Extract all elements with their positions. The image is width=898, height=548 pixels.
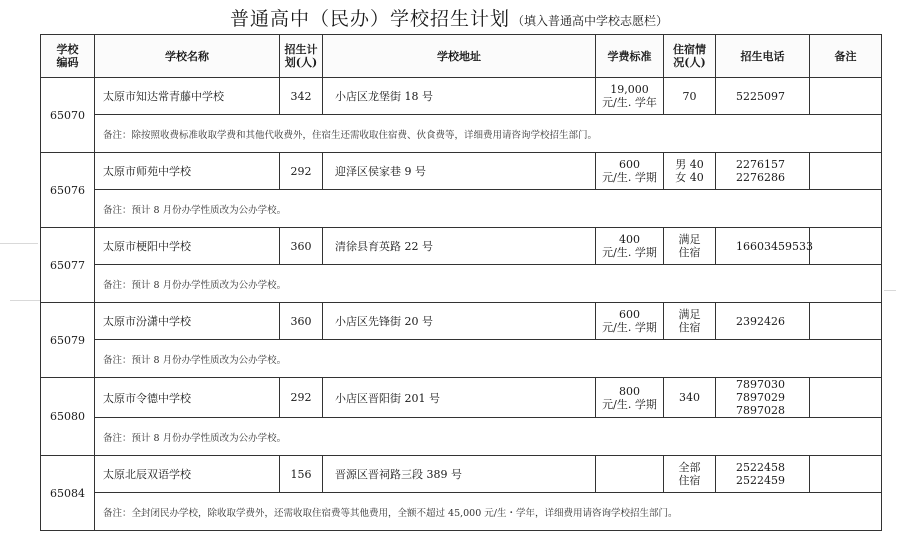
phone-line: 2276157 (736, 158, 785, 171)
school-note: 备注：除按照收费标准收取学费和其他代收费外，住宿生还需收取住宿费、伙食费等，详细费用请咨询学校招生部门。 (95, 115, 882, 153)
fee-line: 元/生. 学期 (602, 321, 657, 334)
note-row (41, 340, 882, 378)
fee-line: 400 (619, 233, 640, 246)
remark-cell (810, 153, 882, 190)
dorm-capacity (664, 378, 716, 418)
scan-line (10, 300, 40, 301)
dorm-line: 男 40 (675, 158, 704, 171)
table-row (41, 378, 882, 418)
enrollment-quota: 360 (280, 228, 323, 265)
table-row (41, 456, 882, 493)
tuition-fee (596, 303, 664, 340)
enrollment-quota: 360 (280, 303, 323, 340)
header-dorm: 住宿情 况(人) (664, 35, 716, 78)
dorm-line: 住宿 (678, 246, 701, 259)
school-note: 备注：预计 8 月份办学性质改为公办学校。 (95, 418, 882, 456)
dorm-capacity (664, 303, 716, 340)
enrollment-phone (716, 228, 813, 265)
remark-cell (810, 303, 882, 340)
dorm-capacity (664, 78, 716, 115)
tuition-fee (596, 456, 664, 493)
phone-line: 7897028 (736, 404, 785, 417)
table-row (41, 228, 882, 265)
enrollment-phone (716, 456, 810, 493)
fee-line: 19,000 (610, 83, 649, 96)
school-address: 清徐县育英路 22 号 (323, 228, 596, 265)
school-code: 65077 (41, 228, 95, 303)
dorm-line: 住宿 (678, 321, 701, 334)
dorm-line: 全部 (678, 461, 701, 474)
fee-line: 800 (619, 384, 640, 398)
table-row (41, 153, 882, 190)
enrollment-phone (716, 78, 810, 115)
school-name: 太原市知达常青藤中学校 (95, 78, 280, 115)
school-address: 小店区先锋街 20 号 (323, 303, 596, 340)
enrollment-quota: 292 (280, 153, 323, 190)
tuition-fee (596, 153, 664, 190)
dorm-line: 70 (682, 89, 697, 103)
dorm-line: 340 (679, 391, 700, 404)
school-name: 太原市师苑中学校 (95, 153, 280, 190)
fee-line: 元/生. 学期 (602, 397, 657, 411)
dorm-line: 满足 (678, 233, 701, 246)
school-name: 太原市令德中学校 (95, 378, 280, 418)
school-note: 备注：全封闭民办学校，除收取学费外，还需收取住宿费等其他费用，全额不超过 45,000 元/生・学年，详细费用请咨询学校招生部门。 (95, 493, 882, 531)
dorm-line: 满足 (678, 308, 701, 321)
table-row (41, 78, 882, 115)
school-code: 65084 (41, 456, 95, 531)
remark-cell (810, 78, 882, 115)
school-address: 小店区龙堡街 18 号 (323, 78, 596, 115)
school-code: 65070 (41, 78, 95, 153)
school-address: 迎泽区侯家巷 9 号 (323, 153, 596, 190)
fee-line: 600 (619, 308, 640, 321)
phone-line: 2522459 (736, 474, 785, 487)
fee-line: 元/生. 学期 (602, 171, 657, 184)
enrollment-plan-table (40, 34, 882, 531)
header-phone: 招生电话 (716, 35, 810, 78)
enrollment-phone (716, 303, 810, 340)
note-row (41, 115, 882, 153)
enrollment-quota: 342 (280, 78, 323, 115)
fee-line: 600 (619, 158, 640, 171)
note-row (41, 190, 882, 228)
dorm-capacity (664, 153, 716, 190)
header-quota: 招生计 划(人) (280, 35, 323, 78)
dorm-capacity (664, 456, 716, 493)
enrollment-phone (716, 153, 810, 190)
header-remark: 备注 (810, 35, 882, 78)
phone-line: 2276286 (736, 171, 785, 184)
page-subtitle: （填入普通高中学校志愿栏） (512, 14, 669, 28)
school-name: 太原市汾潇中学校 (95, 303, 280, 340)
school-code: 65080 (41, 378, 95, 456)
header-address: 学校地址 (323, 35, 596, 78)
enrollment-phone (716, 378, 810, 418)
fee-line: 元/生. 学期 (602, 246, 657, 259)
page-title: 普通高中（民办）学校招生计划 (229, 8, 510, 30)
school-note: 备注：预计 8 月份办学性质改为公办学校。 (95, 340, 882, 378)
note-row (41, 418, 882, 456)
remark-cell (810, 378, 882, 418)
title-row (0, 4, 898, 31)
school-name: 太原市梗阳中学校 (95, 228, 280, 265)
school-address: 小店区晋阳街 201 号 (323, 378, 596, 418)
header-row (41, 35, 882, 78)
note-row (41, 265, 882, 303)
dorm-line: 女 40 (675, 171, 704, 184)
dorm-line: 住宿 (678, 474, 701, 487)
header-fee: 学费标准 (596, 35, 664, 78)
school-name: 太原北辰双语学校 (95, 456, 280, 493)
phone-line: 7897030 (736, 378, 785, 391)
enrollment-quota: 292 (280, 378, 323, 418)
school-note: 备注：预计 8 月份办学性质改为公办学校。 (95, 190, 882, 228)
header-code: 学校 编码 (41, 35, 95, 78)
phone-line: 7897029 (736, 391, 785, 404)
school-note: 备注：预计 8 月份办学性质改为公办学校。 (95, 265, 882, 303)
tuition-fee (596, 78, 664, 115)
table-row (41, 303, 882, 340)
dorm-capacity (664, 228, 716, 265)
fee-line: 元/生. 学年 (602, 96, 657, 109)
phone-line: 5225097 (736, 89, 785, 103)
school-code: 65079 (41, 303, 95, 378)
tuition-fee (596, 378, 664, 418)
scan-line (884, 290, 896, 291)
header-name: 学校名称 (95, 35, 280, 78)
scan-line (0, 243, 38, 244)
remark-cell (810, 228, 882, 265)
note-row (41, 493, 882, 531)
school-address: 晋源区晋祠路三段 389 号 (323, 456, 596, 493)
tuition-fee (596, 228, 664, 265)
phone-line: 2522458 (736, 461, 785, 474)
enrollment-quota: 156 (280, 456, 323, 493)
phone-line: 2392426 (736, 314, 785, 328)
table-body (41, 78, 882, 531)
phone-line: 16603459533 (736, 239, 813, 253)
school-code: 65076 (41, 153, 95, 228)
remark-cell (810, 456, 882, 493)
